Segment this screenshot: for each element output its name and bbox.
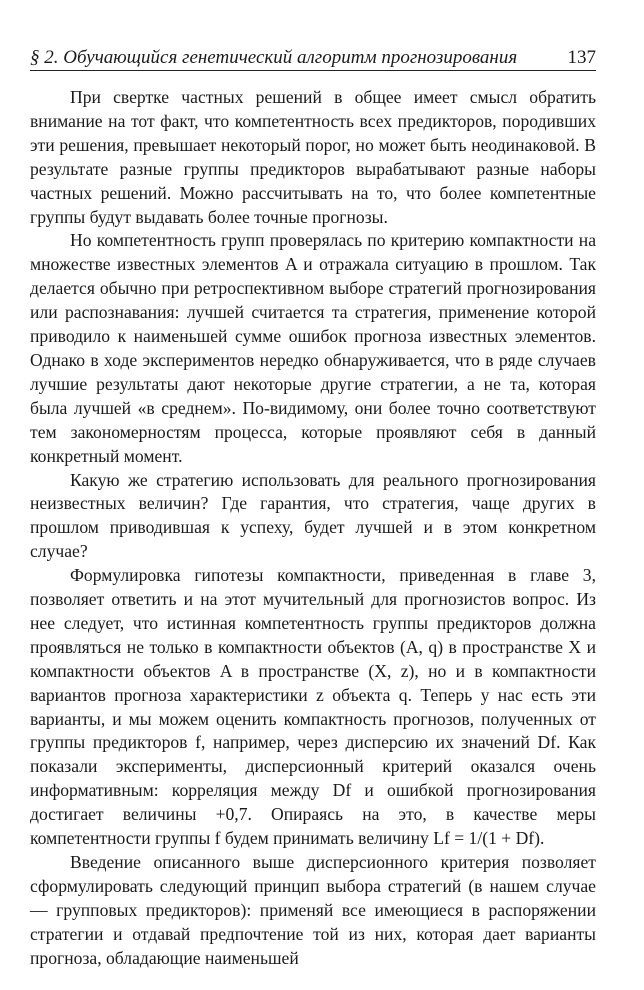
paragraph-2: Но компетентность групп проверялась по критерию компактности на множестве известных элементов A и отражала ситуацию в прошлом. Так делается обычно при ретроспективном выборе стратегий прогнозирования или распознавания: лучшей считается та стратегия, применение которой приводило к наименьшей сумме ошибок прогноза известных элементов. Однако в ходе экспериментов нередко обнаруживается, что в ряде случаев лучшие результаты дают некоторые другие стратегии, а не та, которая была лучшей «в среднем». По-видимому, они более точно соответствуют тем закономерностям процесса, которые проявляют себя в данный конкретный момент. xyxy=(30,230,596,466)
running-header xyxy=(30,44,596,71)
body-text xyxy=(30,86,596,971)
section-title: § 2. Обучающийся генетический алгоритм прогнозирования xyxy=(30,47,518,68)
page-number: 137 xyxy=(567,47,596,68)
paragraph-4: Формулировка гипотезы компактности, приведенная в главе 3, позволяет ответить и на этот мучительный для прогнозистов вопрос. Из нее следует, что истинная компетентность группы предикторов должна проявляться не только в компактности объектов (A, q) в пространстве X и компактности объектов A в пространстве (X, z), но и в компактности вариантов прогноза характеристики z объекта q. Теперь у нас есть эти варианты, и мы можем оценить компактность прогнозов, полученных от группы предикторов f, например, через дисперсию их значений Df. Как показали эксперименты, дисперсионный критерий оказался очень информативным: корреляция между Df и ошибкой прогнозирования достигает величины +0,7. Опираясь на это, в качестве меры компетентности группы f будем принимать величину Lf = 1/(1 + Df). xyxy=(30,565,596,849)
paragraph-3: Какую же стратегию использовать для реального прогнозирования неизвестных величин? Где гарантия, что стратегия, чаще других в прошлом приводившая к успеху, будет лучшей и в этом конкретном случае? xyxy=(30,469,596,562)
paragraph-1: При свертке частных решений в общее имеет смысл обратить внимание на тот факт, что компетентность всех предикторов, породивших эти решения, превышает некоторый порог, но может быть неодинаковой. В результате разные группы предикторов вырабатывают разные наборы частных решений. Можно рассчитывать на то, что более компетентные группы будут выдавать более точные прогнозы. xyxy=(30,87,596,227)
paragraph-5: Введение описанного выше дисперсионного критерия позволяет сформулировать следующий принцип выбора стратегий (в нашем случае — групповых предикторов): применяй все имеющиеся в распоряжении стратегии и отдавай предпочтение той из них, которая дает варианты прогноза, обладающие наименьшей xyxy=(30,852,596,968)
